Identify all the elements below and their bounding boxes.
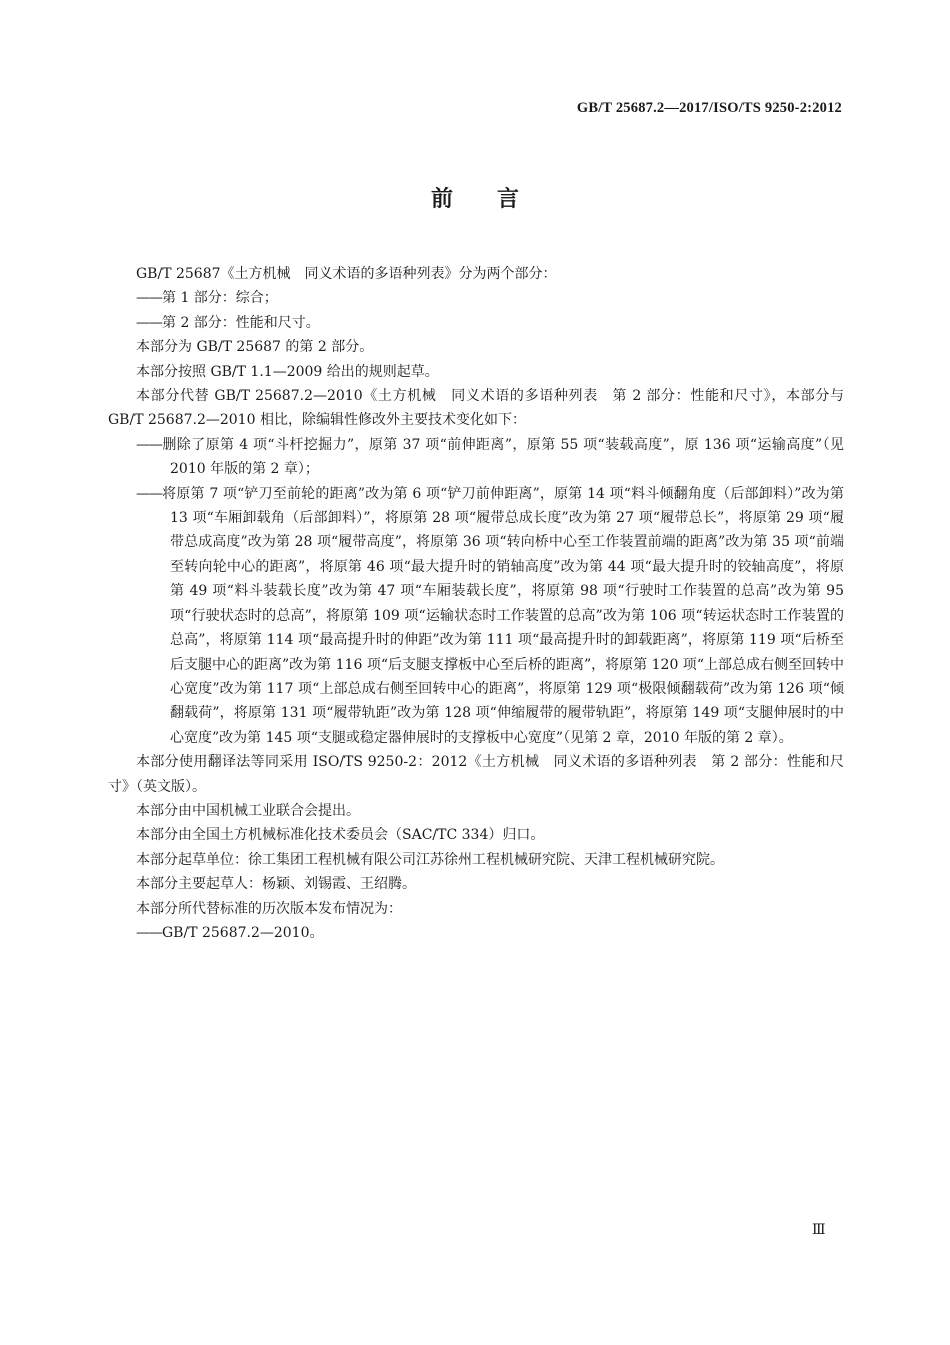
paragraph: GB/T 25687《土方机械 同义术语的多语种列表》分为两个部分：: [136, 266, 557, 282]
paragraph: 本部分代替 GB/T 25687.2—2010《土方机械 同义术语的多语种列表 第 2 部分：性能和尺寸》，本部分与 GB/T 25687.2—2010 相比，除编辑性修改外主要技术变化如下：: [108, 388, 844, 429]
page-title: 前言: [430, 187, 563, 212]
paragraph: 本部分按照 GB/T 1.1—2009 给出的规则起草。: [136, 363, 439, 380]
paragraph: 本部分由中国机械工业联合会提出。: [136, 802, 360, 819]
page-number: Ⅲ: [812, 1223, 826, 1238]
list-item: ——第 1 部分：综合；: [136, 290, 278, 307]
paragraph: 本部分主要起草人：杨颖、刘锡霞、王绍腾。: [136, 876, 416, 893]
paragraph: 本部分为 GB/T 25687 的第 2 部分。: [136, 339, 374, 356]
foreword-body: [108, 262, 844, 945]
standard-code-header: GB/T 25687.2—2017/ISO/TS 9250-2:2012: [576, 100, 842, 116]
paragraph: 本部分起草单位：徐工集团工程机械有限公司江苏徐州工程机械研究院、天津工程机械研究院。: [136, 851, 724, 868]
history-item: ——GB/T 25687.2—2010。: [136, 924, 324, 941]
paragraph: 本部分使用翻译法等同采用 ISO/TS 9250-2：2012《土方机械 同义术语的多语种列表 第 2 部分：性能和尺寸》（英文版）。: [108, 754, 844, 795]
paragraph: 本部分由全国土方机械标准化技术委员会（SAC/TC 334）归口。: [136, 827, 545, 844]
change-item: ——将原第 7 项“铲刀至前轮的距离”改为第 6 项“铲刀前伸距离”，原第 14 项“料斗倾翻角度（后部卸料）”改为第 13 项“车厢卸载角（后部卸料）”，将原第 28 项“履带总成长度”改为第 27 项“履带总长”，将原第 29 项“履带总成高度”改为第 28 项“履带高度”，将原第 36 项“转向桥中心至工作装置前端的距离”改为第 35 项“前端至转向轮中心的距离”，将原第 46 项“最大提升时的销轴高度”改为第 44 项“最大提升时的铰轴高度”，将原第 49 项“料斗装载长度”改为第 47 项“车厢装载长度”，将原第 98 项“行驶时工作装置的总高”改为第 95 项“行驶状态时的总高”，将原第 109 项“运输状态时工作装置的总高”改为第 106 项“转运状态时工作装置的总高”，将原第 114 项“最高提升时的伸距”改为第 111 项“最高提升时的卸载距离”，将原第 119 项“后桥至后支腿中心的距离”改为第 116 项“后支腿支撑板中心至后桥的距离”，将原第 120 项“上部总成右侧至回转中心宽度”改为第 117 项“上部总成右侧至回转中心的距离”，将原第 129 项“极限倾翻载荷”改为第 126 项“倾翻载荷”，将原第 131 项“履带轨距”改为第 128 项“伸缩履带的履带轨距”，将原第 149 项“支腿伸展时的中心宽度”改为第 145 项“支腿或稳定器伸展时的支撑板中心宽度”（见第 2 章，2010 年版的第 2 章）。: [136, 485, 844, 746]
paragraph: 本部分所代替标准的历次版本发布情况为：: [136, 900, 402, 917]
list-item: ——第 2 部分：性能和尺寸。: [136, 314, 320, 331]
change-item: ——删除了原第 4 项“斗杆挖掘力”，原第 37 项“前伸距离”，原第 55 项“装载高度”，原 136 项“运输高度”（见 2010 年版的第 2 章）；: [136, 436, 844, 478]
